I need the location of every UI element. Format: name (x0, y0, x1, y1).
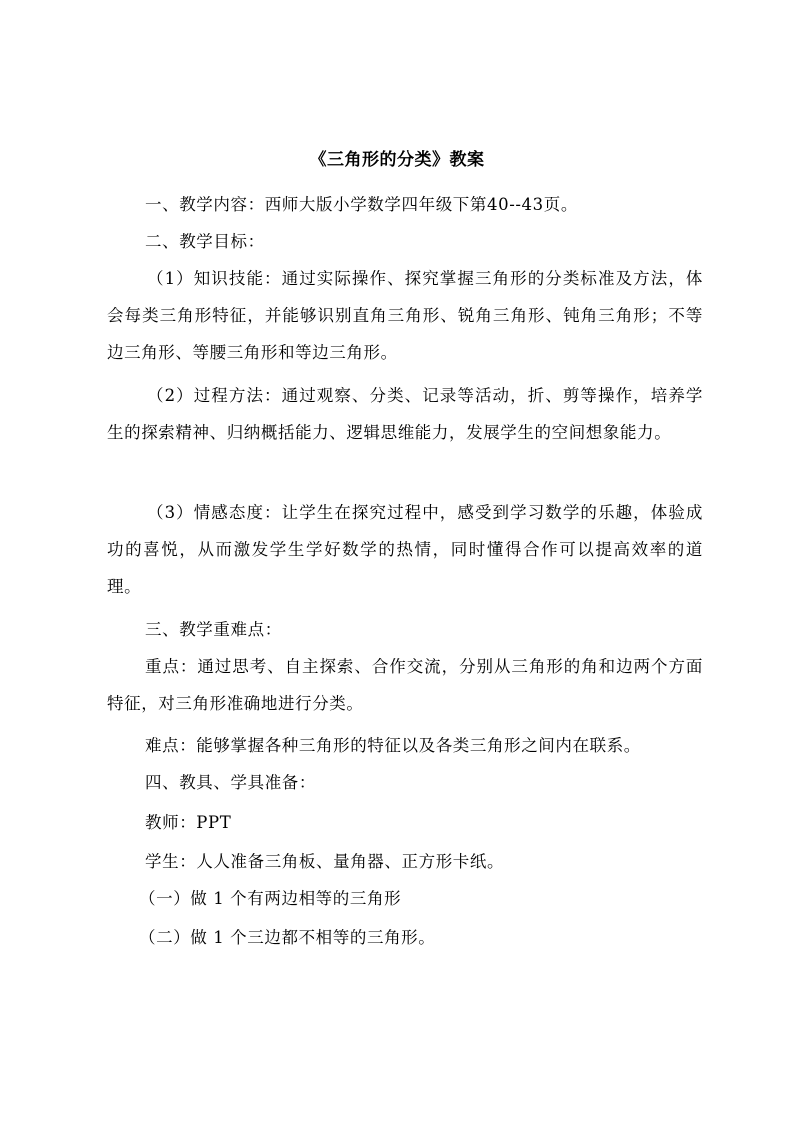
difficulty-text: 难点：能够掌握各种三角形的特征以及各类三角形之间内在联系。 (145, 736, 641, 755)
preparation-heading: 四、教具、学具准备： (145, 773, 316, 792)
key-points-heading: 三、教学重难点： (145, 620, 282, 639)
goal-process-methods: （2）过程方法：通过观察、分类、记录等活动，折、剪等操作，培养学生的探索精神、归纳概括能力、逻辑思维能力，发展学生的空间想象能力。 (107, 386, 703, 442)
teaching-goals-heading: 二、教学目标： (145, 232, 265, 251)
task-two: （二）做 1 个三边都不相等的三角形。 (139, 928, 436, 947)
task-one: （一）做 1 个有两边相等的三角形 (139, 889, 402, 908)
goal-emotional-attitude: （3）情感态度：让学生在探究过程中，感受到学习数学的乐趣，体验成功的喜悦，从而激发学生学好数学的热情，同时懂得合作可以提高效率的道理。 (107, 503, 703, 596)
goal-knowledge-skills: （1）知识技能：通过实际操作、探究掌握三角形的分类标准及方法，体会每类三角形特征，并能够识别直角三角形、锐角三角形、钝角三角形；不等边三角形、等腰三角形和等边三角形。 (107, 269, 703, 362)
teacher-preparation: 教师：PPT (145, 813, 232, 832)
teaching-content-line: 一、教学内容：西师大版小学数学四年级下第40--43页。 (145, 195, 578, 214)
document-title: 《三角形的分类》教案 (309, 150, 485, 170)
key-point-text: 重点：通过思考、自主探索、合作交流，分别从三角形的角和边两个方面特征，对三角形准确地进行分类。 (107, 657, 703, 713)
student-preparation: 学生：人人准备三角板、量角器、正方形卡纸。 (145, 852, 505, 871)
